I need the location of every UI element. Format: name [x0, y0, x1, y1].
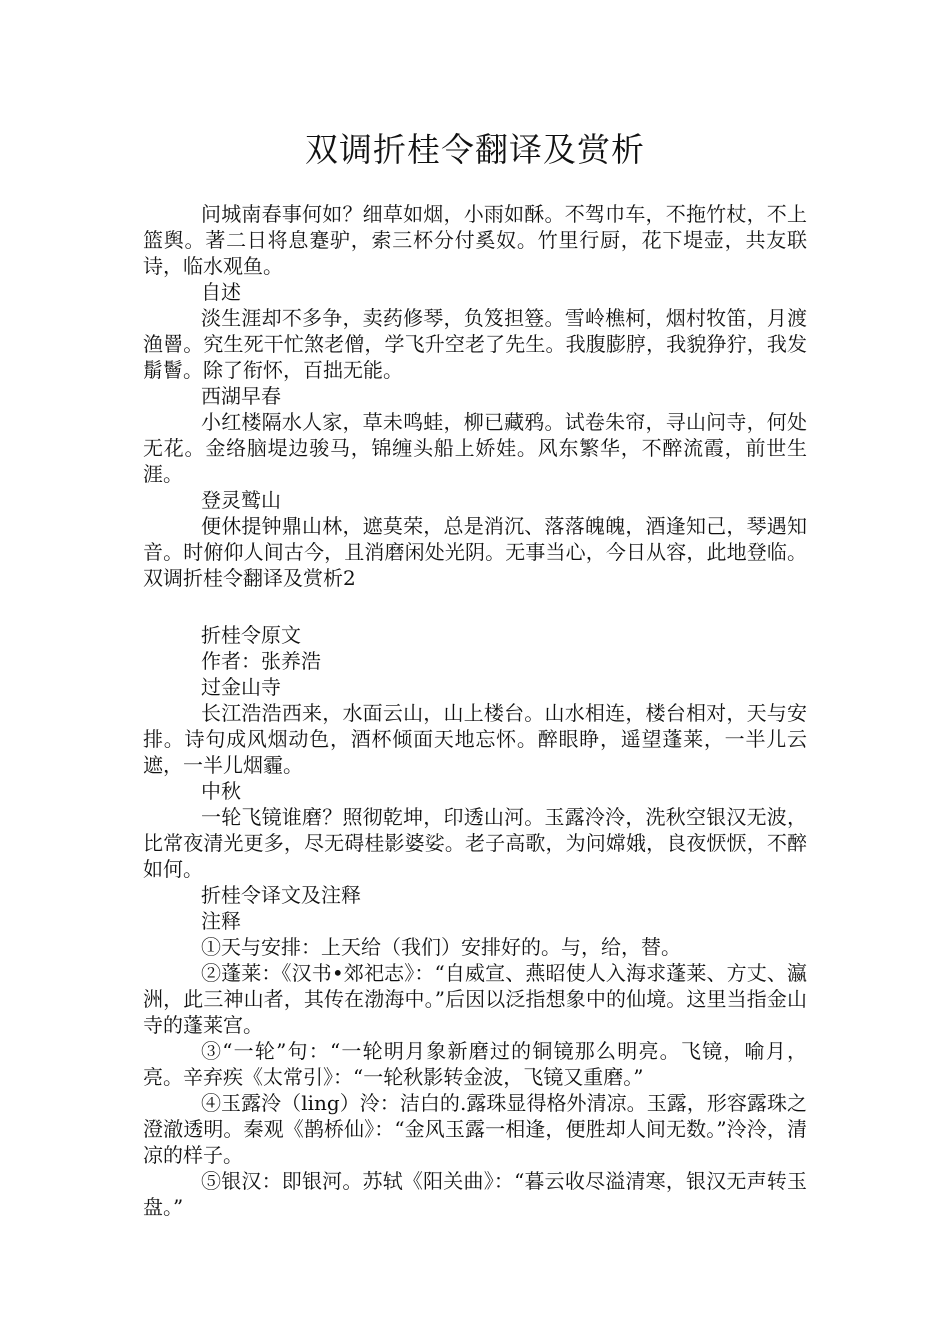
note-item: ①天与安排：上天给（我们）安排好的。与，给，替。: [201, 935, 681, 959]
paragraph-poem-jinshansi: 长江浩浩西来，水面云山，山上楼台。山水相连，楼台相对，天与安排。诗句成风烟动色，酒杯倾面天地忘怀。醉眼睁，遥望蓬莱，一半儿云遮，一半儿烟霾。: [143, 701, 807, 777]
heading-zhongqiu: 中秋: [201, 779, 241, 803]
section-poems: [143, 201, 807, 591]
paragraph-poem-xihu: 小红楼隔水人家，草未鸣蛙，柳已藏鸦。试卷朱帘，寻山问寺，何处无花。金络脑堤边骏马，锦缠头船上娇娃。风东繁华，不醉流霞，前世生涯。: [143, 410, 807, 486]
heading-xihu: 西湖早春: [201, 384, 281, 408]
heading-original: 折桂令原文: [201, 623, 301, 647]
heading-notes: 注释: [201, 909, 241, 933]
author-line: 作者：张养浩: [201, 649, 321, 673]
heading-zishu: 自述: [201, 280, 241, 304]
section-original-and-notes: [143, 622, 807, 1220]
note-item: ③“一轮”句：“一轮明月象新磨过的铜镜那么明亮。飞镜，喻月，亮。辛弃疾《太常引》：“一轮秋影转金波，飞镜又重磨。”: [143, 1039, 807, 1089]
heading-lingjiu: 登灵鹫山: [201, 488, 281, 512]
heading-jinshansi: 过金山寺: [201, 675, 281, 699]
note-item: ②蓬莱：《汉书•郊祀志》：“自威宣、燕昭使人入海求蓬莱、方丈、瀛洲，此三神山者，其传在渤海中。”后因以泛指想象中的仙境。这里当指金山寺的蓬莱宫。: [143, 961, 807, 1037]
paragraph-poem-zishu: 淡生涯却不多争，卖药修琴，负笈担簦。雪岭樵柯，烟村牧笛，月渡渔罾。究生死干忙煞老僧，学飞升空老了先生。我腹膨脝，我貌狰狞，我发鬅鬙。除了衔怀，百拙无能。: [143, 306, 807, 382]
paragraph-poem-lingjiu: 便休提钟鼎山林，遮莫荣，总是消沉、落落魄魄，酒逢知己，琴遇知音。时俯仰人间古今，且消磨闲处光阴。无事当心，今日从容，此地登临。双调折桂令翻译及赏析2: [143, 514, 807, 590]
paragraph-poem-spring: 问城南春事何如？细草如烟，小雨如酥。不驾巾车，不拖竹杖，不上篮舆。著二日将息蹇驴，索三杯分付奚奴。竹里行厨，花下堤壶，共友联诗，临水观鱼。: [143, 202, 807, 278]
note-item: ⑤银汉：即银河。苏轼《阳关曲》：“暮云收尽溢清寒，银汉无声转玉盘。”: [143, 1169, 807, 1219]
heading-translation-notes: 折桂令译文及注释: [201, 883, 361, 907]
document-title: 双调折桂令翻译及赏析: [305, 130, 645, 169]
note-item: ④玉露泠（ling）泠：洁白的.露珠显得格外清凉。玉露，形容露珠之澄澈透明。秦观《鹊桥仙》：“金风玉露一相逢，便胜却人间无数。”泠泠，清凉的样子。: [143, 1091, 807, 1167]
paragraph-poem-zhongqiu: 一轮飞镜谁磨？照彻乾坤，印透山河。玉露泠泠，洗秋空银汉无波，比常夜清光更多，尽无碍桂影婆娑。老子高歌，为问嫦娥，良夜恹恹，不醉如何。: [143, 805, 807, 881]
